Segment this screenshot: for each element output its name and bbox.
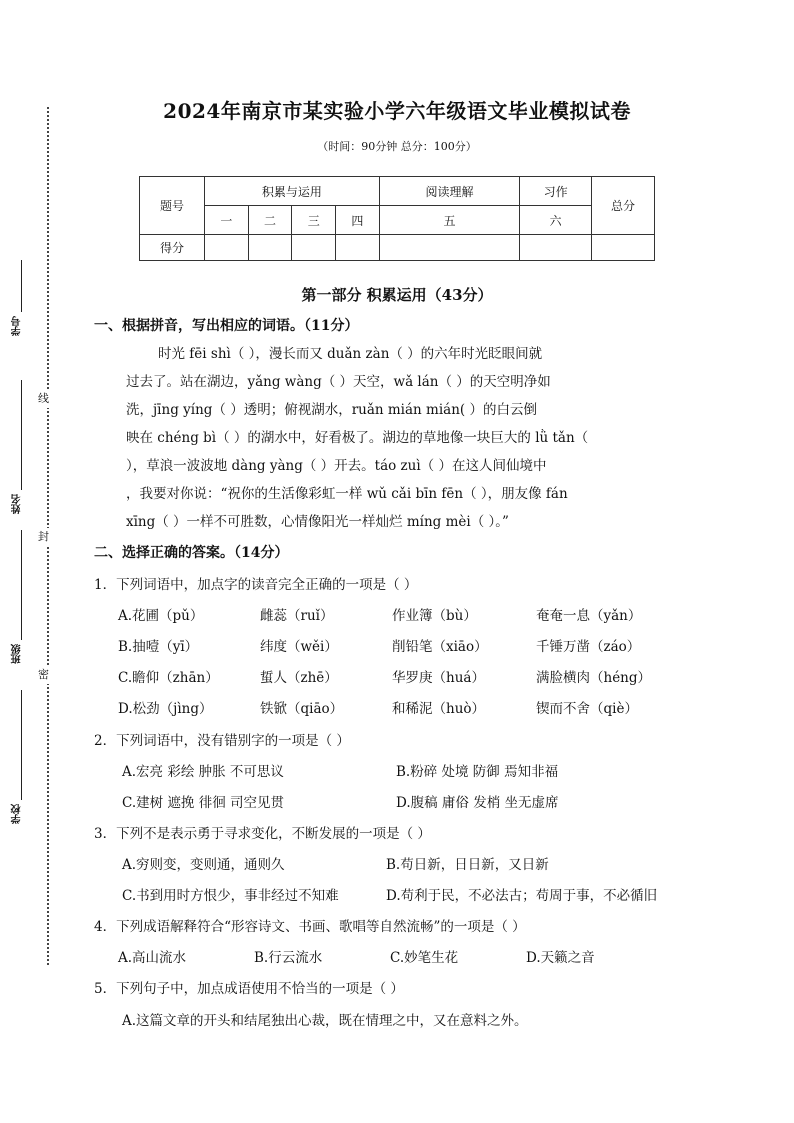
student-id-label: 学号 <box>12 316 23 336</box>
exam-title: 2024年南京市某实验小学六年级语文毕业模拟试卷 <box>163 99 631 123</box>
q1-b-2: 纬度（wěi） <box>260 639 338 655</box>
label-score: 得分 <box>140 235 205 261</box>
passage-line-2: 过去了。站在湖边，yǎng wàng（ ）天空，wǎ lán（ ）的天空明净如 <box>126 374 551 390</box>
binding-margin <box>0 0 80 1123</box>
q1-a-1: A.花圃（pǔ） <box>118 608 204 624</box>
q2-option-b: B.粉碎 处境 防御 焉知非福 <box>396 764 559 780</box>
section1-title: 一、根据拼音，写出相应的词语。（11分） <box>94 318 359 334</box>
q3-option-a: A.穷则变，变则通，通则久 <box>122 857 285 873</box>
q1-c-1: C.瞻仰（zhān） <box>118 670 219 686</box>
q1-c-2: 蜇人（zhē） <box>260 670 338 686</box>
q5-option-a: A.这篇文章的开头和结尾独出心裁，既在情理之中，又在意料之外。 <box>122 1013 528 1029</box>
passage-line-4: 映在 chéng bì（ ）的湖水中，好看极了。湖边的草地像一块巨大的 lǜ tǎn（ <box>126 430 589 446</box>
group-reading: 阅读理解 <box>379 177 519 206</box>
q2-option-d: D.腹稿 庸俗 发梢 坐无虚席 <box>396 795 559 811</box>
passage-line-5: ），草浪一波波地 dàng yàng（ ）开去。táo zuì（ ）在这人间仙境中 <box>126 458 547 474</box>
passage-line-6: ，我要对你说：“祝你的生活像彩虹一样 wǔ cǎi bīn fēn（ ），朋友像 fán <box>126 486 568 502</box>
col-6: 六 <box>520 206 592 235</box>
q1-d-1: D.松劲（jìng） <box>118 701 213 717</box>
passage-line-3: 洗，jīng yíng（ ）透明；俯视湖水，ruǎn mián mián( ）的白云倒 <box>126 402 537 418</box>
passage-line-7: xīng（ ）一样不可胜数，心情像阳光一样灿烂 míng mèi（ ）。” <box>126 514 509 530</box>
school-line[interactable] <box>21 690 22 800</box>
score-cell-6[interactable] <box>520 235 592 261</box>
q1-d-2: 铁锨（qiāo） <box>260 701 344 717</box>
col-4: 四 <box>336 206 380 235</box>
score-cell-5[interactable] <box>379 235 519 261</box>
score-cell-2[interactable] <box>248 235 292 261</box>
q1-a-4: 奄奄一息（yǎn） <box>536 608 642 624</box>
q1-c-4: 满脸横肉（héng） <box>536 670 652 686</box>
q1-d-3: 和稀泥（huò） <box>392 701 486 717</box>
name-line[interactable] <box>21 380 22 490</box>
q3-option-d: D.苟利于民，不必法古；苟周于事，不必循旧 <box>386 888 658 904</box>
label-question-number: 题号 <box>140 177 205 235</box>
group-writing: 习作 <box>520 177 592 206</box>
q2-option-a: A.宏亮 彩绘 肿胀 不可思议 <box>122 764 284 780</box>
binding-char-mi: 密 <box>38 666 49 684</box>
binding-char-xian: 线 <box>38 390 49 408</box>
question-5-stem: 5．下列句子中，加点成语使用不恰当的一项是（ ） <box>94 981 404 997</box>
binding-char-feng: 封 <box>38 528 49 546</box>
q1-b-1: B.抽噎（yī） <box>118 639 199 655</box>
col-1: 一 <box>205 206 249 235</box>
q4-option-a: A.高山流水 <box>118 950 187 966</box>
q4-option-b: B.行云流水 <box>254 950 323 966</box>
q4-option-d: D.天籁之音 <box>526 950 595 966</box>
q1-b-3: 削铅笔（xiāo） <box>392 639 488 655</box>
section1-passage <box>126 340 706 536</box>
name-label: 姓名 <box>12 494 23 514</box>
q1-b-4: 千锤万凿（záo） <box>536 639 641 655</box>
school-label: 学校 <box>12 804 23 824</box>
score-table <box>139 176 655 261</box>
section2-title: 二、选择正确的答案。（14分） <box>94 545 289 561</box>
q3-option-c: C.书到用时方恨少，事非经过不知难 <box>122 888 339 904</box>
q1-d-4: 锲而不舍（qiè） <box>536 701 638 717</box>
col-5: 五 <box>379 206 519 235</box>
question-2-stem: 2．下列词语中，没有错别字的一项是（ ） <box>94 733 350 749</box>
q1-a-3: 作业簿（bù） <box>392 608 477 624</box>
score-cell-total[interactable] <box>592 235 655 261</box>
question-1-stem: 1．下列词语中，加点字的读音完全正确的一项是（ ） <box>94 577 418 593</box>
q3-option-b: B.苟日新，日日新，又日新 <box>386 857 549 873</box>
score-cell-3[interactable] <box>292 235 336 261</box>
col-3: 三 <box>292 206 336 235</box>
part1-title: 第一部分 积累运用（43分） <box>301 286 493 304</box>
exam-subtitle: （时间：90分钟 总分：100分） <box>317 140 477 153</box>
score-cell-4[interactable] <box>336 235 380 261</box>
score-cell-1[interactable] <box>205 235 249 261</box>
question-3-stem: 3．下列不是表示勇于寻求变化，不断发展的一项是（ ） <box>94 826 431 842</box>
passage-line-1: 时光 fēi shì（ ），漫长而又 duǎn zàn（ ）的六年时光眨眼间就 <box>158 346 543 362</box>
q4-option-c: C.妙笔生花 <box>390 950 459 966</box>
q2-option-c: C.建树 遮挽 徘徊 司空见贯 <box>122 795 285 811</box>
col-2: 二 <box>248 206 292 235</box>
class-line[interactable] <box>21 530 22 640</box>
question-4-stem: 4．下列成语解释符合“形容诗文、书画、歌唱等自然流畅”的一项是（ ） <box>94 919 526 935</box>
label-total: 总分 <box>592 177 655 235</box>
q1-a-2: 雌蕊（ruǐ） <box>260 608 334 624</box>
q1-c-3: 华罗庚（huá） <box>392 670 485 686</box>
class-label: 班级 <box>12 644 23 664</box>
group-accumulation: 积累与运用 <box>205 177 380 206</box>
